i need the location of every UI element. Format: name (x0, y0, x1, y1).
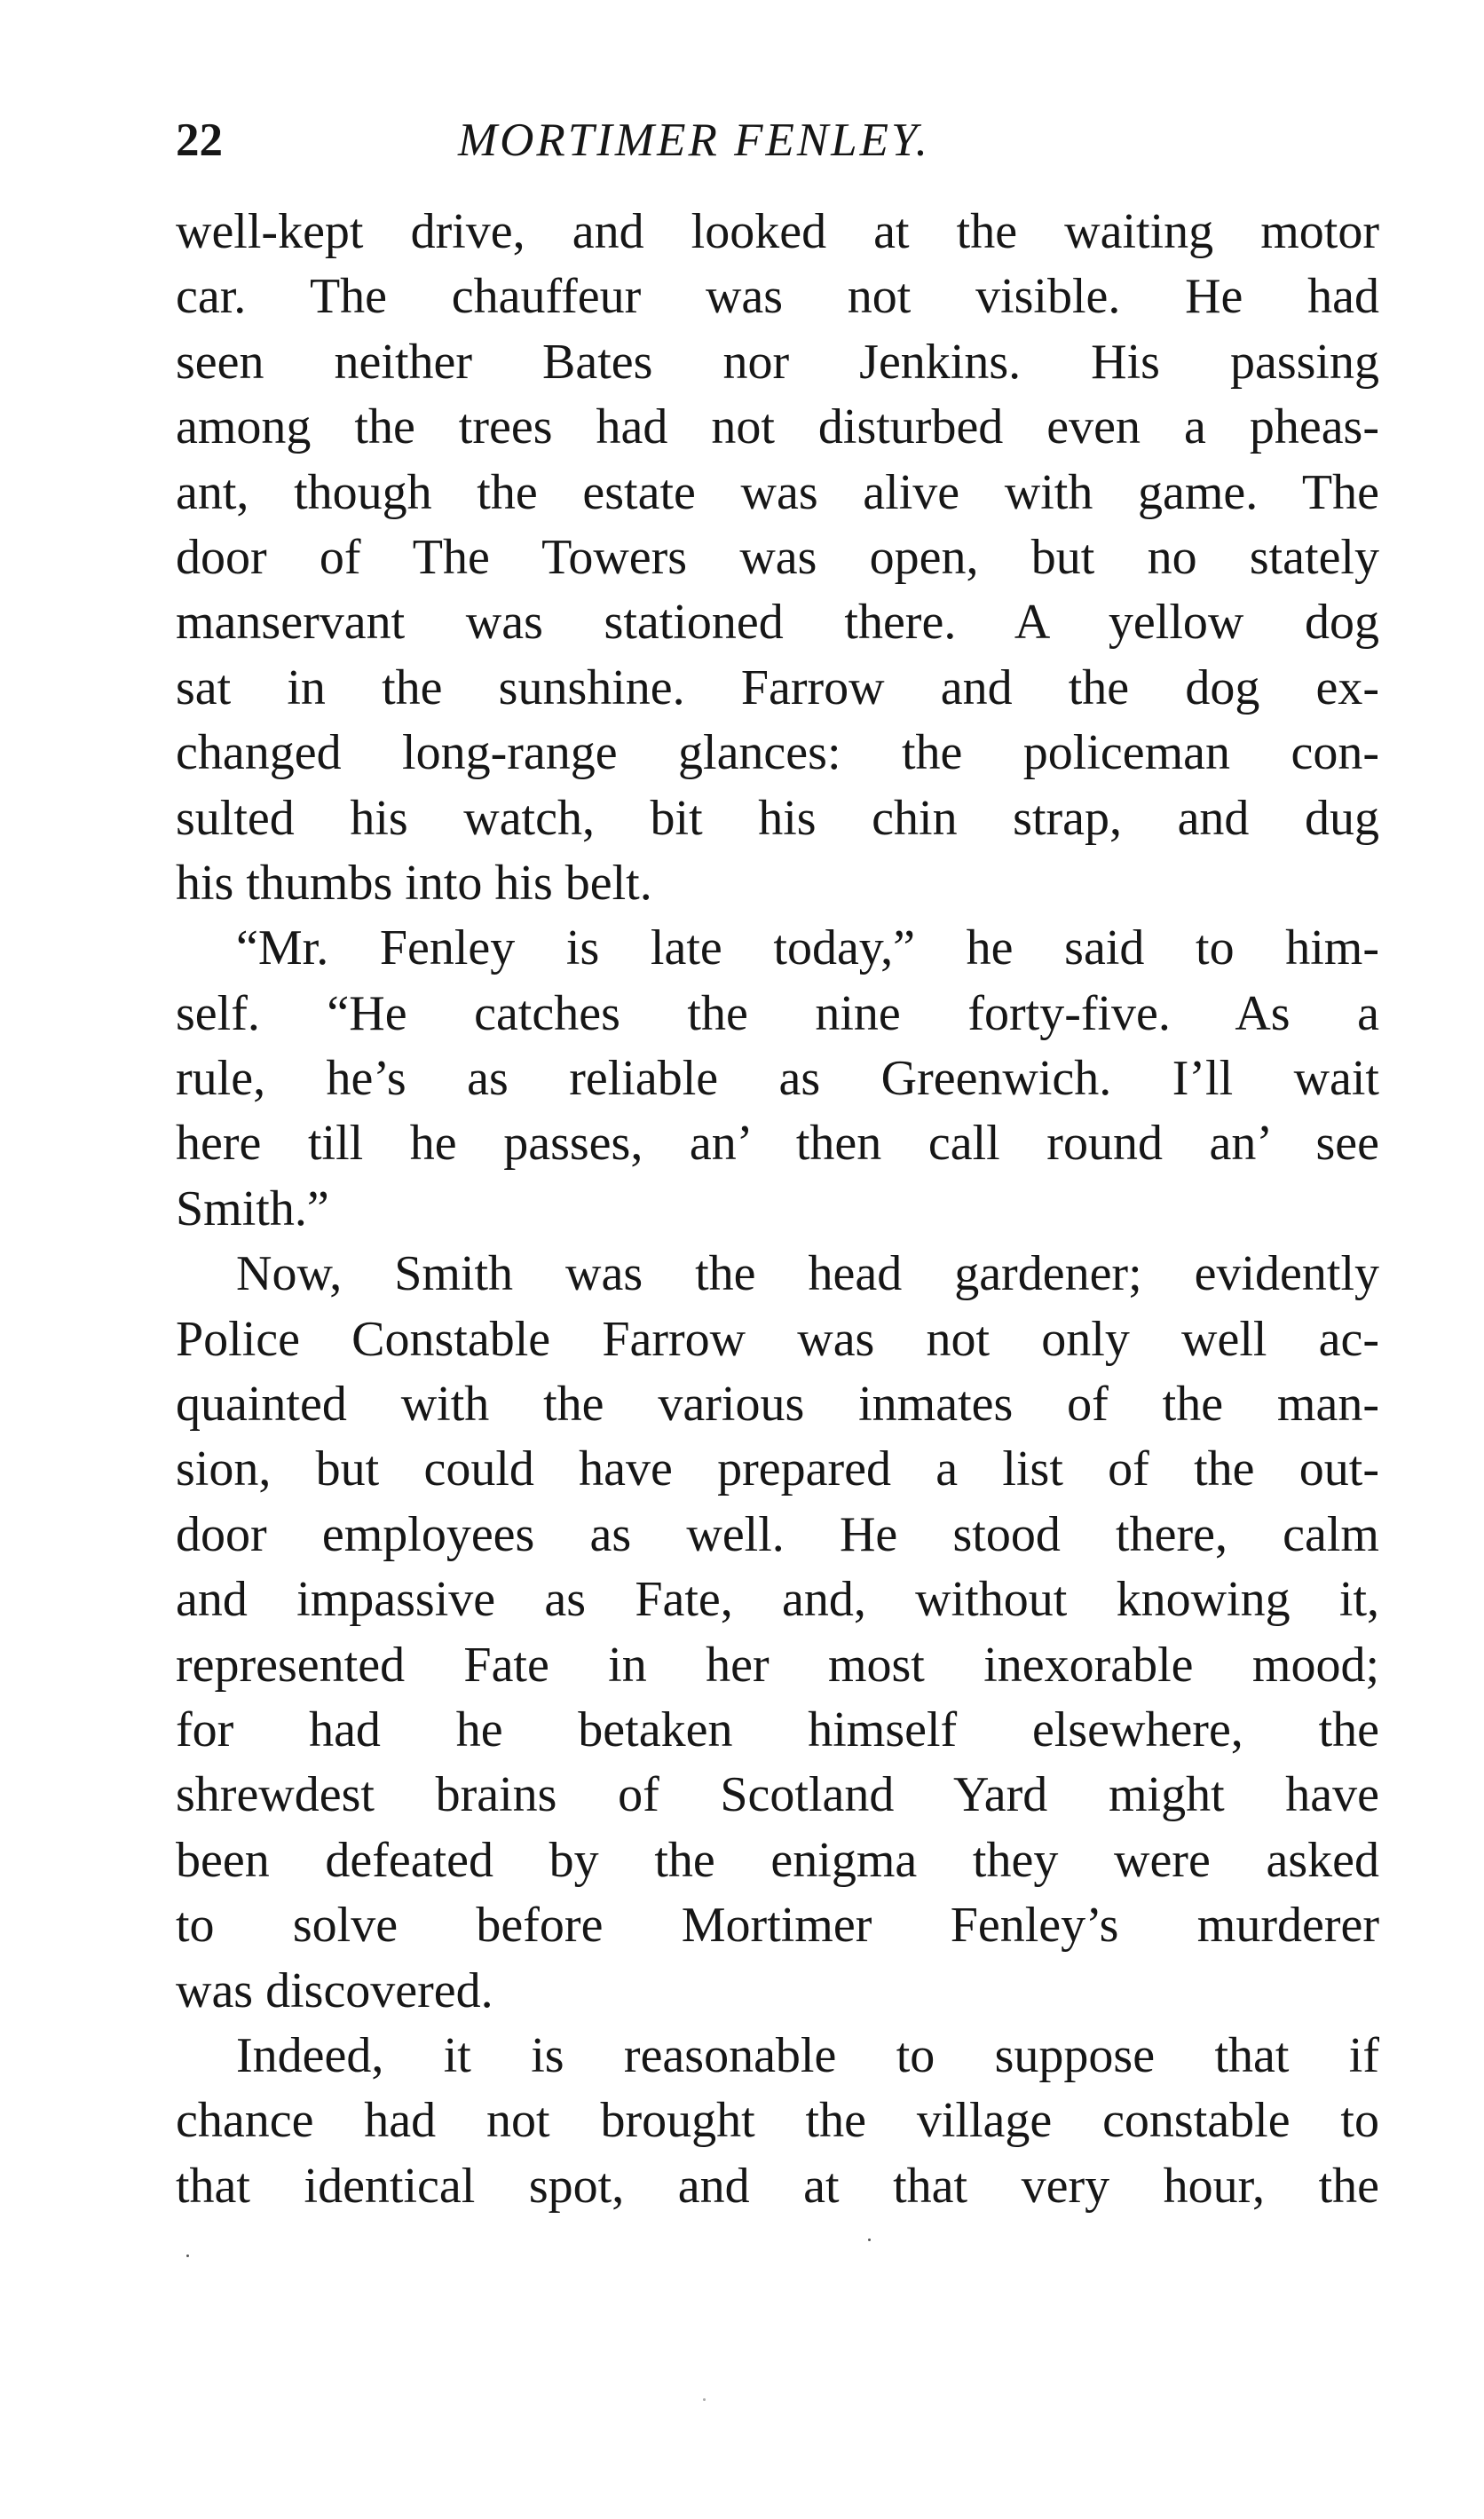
text-line: chance had not brought the village constable to (176, 2093, 1379, 2149)
paper-speck (868, 2239, 871, 2241)
body-text (176, 200, 1379, 2219)
text-line: Indeed, it is reasonable to suppose that if (236, 2027, 1379, 2083)
paper-speck (703, 2398, 706, 2401)
text-line: Police Constable Farrow was not only well ac- (176, 1311, 1379, 1367)
text-line: Smith.” (176, 1181, 329, 1236)
text-line: quainted with the various inmates of the man- (176, 1377, 1379, 1433)
text-line: well-kept drive, and looked at the waiting motor (176, 204, 1379, 259)
text-line: car. The chauffeur was not visible. He had (176, 269, 1379, 325)
paragraph (176, 1242, 1379, 2024)
text-line: rule, he’s as reliable as Greenwich. I’ll wait (176, 1051, 1379, 1107)
text-line: that identical spot, and at that very hour, the (176, 2158, 1379, 2214)
text-line: and impassive as Fate, and, without knowing it, (176, 1572, 1379, 1628)
running-head (176, 105, 1393, 176)
text-line: among the trees had not disturbed even a pheas- (176, 399, 1379, 455)
text-line: sulted his watch, bit his chin strap, and dug (176, 790, 1379, 846)
text-line: sion, but could have prepared a list of the out- (176, 1441, 1379, 1497)
page-number: 22 (176, 114, 223, 166)
text-line: shrewdest brains of Scotland Yard might have (176, 1767, 1379, 1823)
text-line: door employees as well. He stood there, calm (176, 1506, 1379, 1562)
text-line: ant, though the estate was alive with game. The (176, 464, 1379, 520)
paragraph (176, 2024, 1379, 2219)
text-line: to solve before Mortimer Fenley’s murderer (176, 1898, 1379, 1954)
text-line: was discovered. (176, 1962, 493, 2018)
text-line: changed long-range glances: the policeman con- (176, 725, 1379, 781)
text-line: represented Fate in her most inexorable mood; (176, 1637, 1379, 1693)
text-line: door of The Towers was open, but no stately (176, 529, 1379, 585)
text-line: self. “He catches the nine forty-five. As a (176, 985, 1379, 1041)
text-line: been defeated by the enigma they were asked (176, 1832, 1379, 1888)
text-line: Now, Smith was the head gardener; evidently (236, 1246, 1379, 1302)
running-title: MORTIMER FENLEY. (458, 114, 930, 166)
paragraph (176, 916, 1379, 1242)
text-line: sat in the sunshine. Farrow and the dog ex- (176, 659, 1379, 715)
text-line: for had he betaken himself elsewhere, the (176, 1702, 1379, 1757)
text-line: his thumbs into his belt. (176, 855, 652, 911)
text-line: manservant was stationed there. A yellow dog (176, 595, 1379, 651)
paragraph (176, 200, 1379, 916)
text-line: seen neither Bates nor Jenkins. His passing (176, 334, 1379, 390)
paper-speck (186, 2254, 189, 2257)
text-line: “Mr. Fenley is late today,” he said to him- (236, 920, 1379, 976)
text-line: here till he passes, an’ then call round an’ see (176, 1116, 1379, 1172)
